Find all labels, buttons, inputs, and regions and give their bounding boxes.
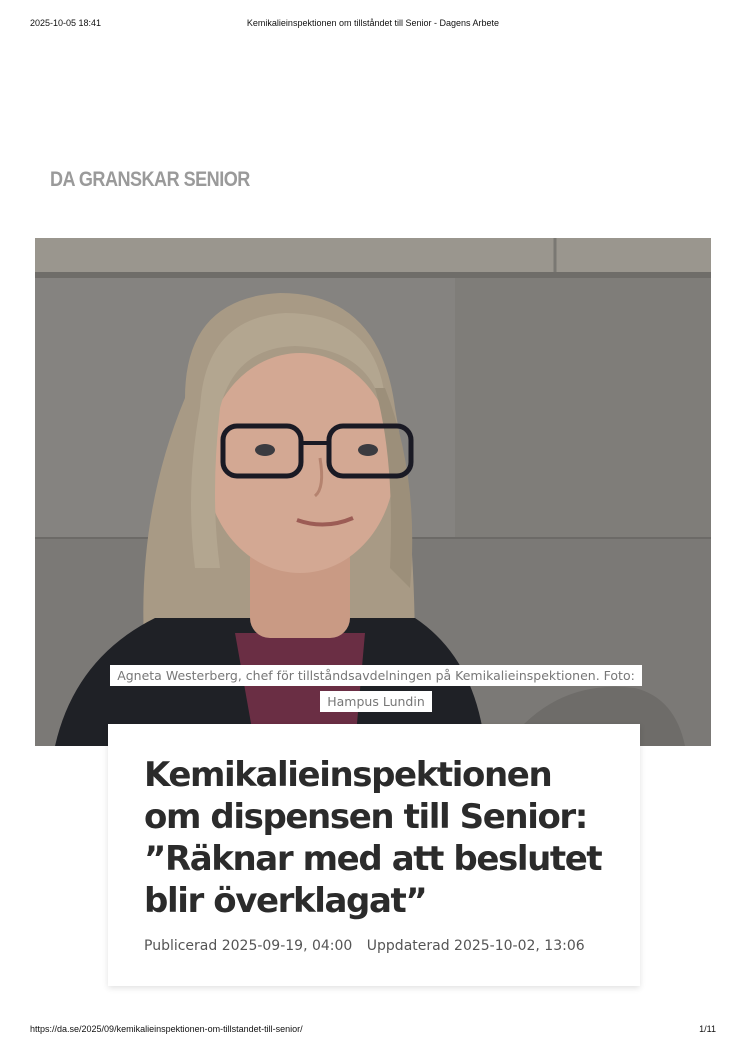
print-header [0,18,746,32]
updated-date: Uppdaterad 2025-10-02, 13:06 [366,938,585,954]
photo-caption-text: Agneta Westerberg, chef för tillståndsavdelningen på Kemikalieinspektionen. Foto: Hampus Lundin [110,665,642,712]
headline-card [108,724,640,986]
print-date: 2025-10-05 18:41 [30,18,102,28]
published-date: Publicerad 2025-09-19, 04:00 [144,938,353,954]
photo-caption [96,663,656,715]
print-page-number: 1/11 [699,1024,716,1034]
print-footer [0,1024,746,1038]
article-dates [144,938,585,954]
print-page-title: Kemikalieinspektionen om tillståndet till Senior - Dagens Arbete [246,18,500,28]
print-url: https://da.se/2025/09/kemikalieinspektionen-om-tillstandet-till-senior/ [30,1024,303,1034]
section-kicker[interactable]: DA GRANSKAR SENIOR [50,168,250,191]
article-headline: Kemikalieinspektionen om dispensen till Senior: ”Räknar med att beslutet blir överklagat” [144,755,602,921]
